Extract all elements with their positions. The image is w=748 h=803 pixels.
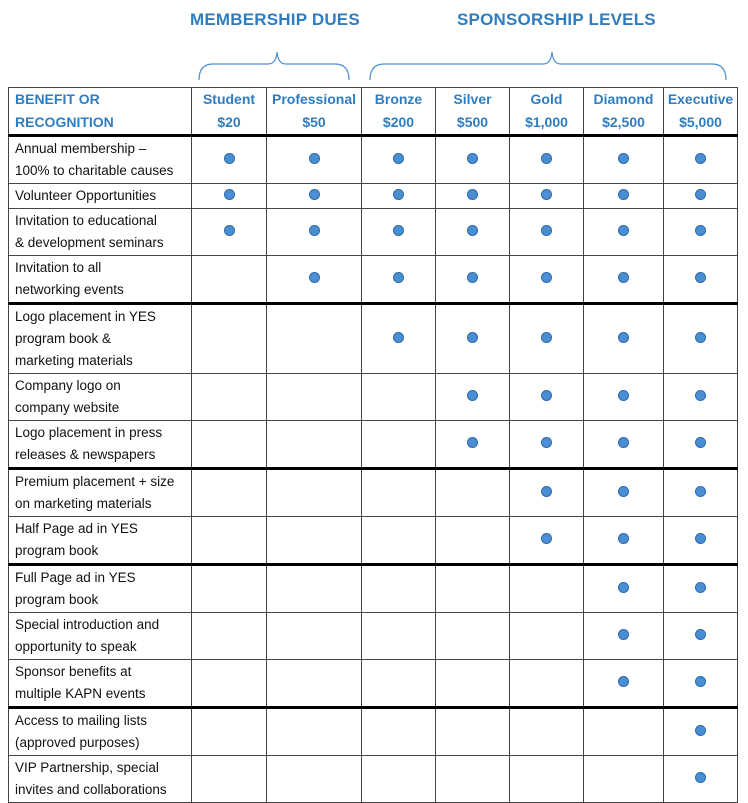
benefit-cell-professional — [267, 565, 362, 613]
benefit-cell-executive — [664, 517, 738, 565]
benefit-cell-executive — [664, 660, 738, 708]
benefit-cell-silver — [436, 209, 510, 256]
included-dot-icon — [541, 272, 552, 283]
table-body — [9, 136, 738, 803]
benefit-cell-silver — [436, 374, 510, 421]
benefit-label-line: invites and collaborations — [15, 782, 167, 797]
tier-name: Gold — [530, 91, 563, 107]
benefit-cell-bronze — [362, 136, 436, 184]
included-dot-icon — [695, 272, 706, 283]
benefit-cell-gold — [510, 708, 584, 756]
sponsorship-brace — [370, 52, 726, 80]
benefit-cell-student — [192, 184, 267, 209]
benefit-cell-bronze — [362, 469, 436, 517]
benefit-label-line: Annual membership – — [15, 141, 147, 156]
benefit-cell-student — [192, 374, 267, 421]
included-dot-icon — [695, 629, 706, 640]
benefit-cell-gold — [510, 756, 584, 803]
benefit-cell-gold — [510, 209, 584, 256]
benefit-cell-bronze — [362, 304, 436, 374]
tier-name: Silver — [453, 91, 492, 107]
benefit-label-line: Special introduction and — [15, 617, 160, 632]
benefit-cell-gold — [510, 304, 584, 374]
benefit-cell-bronze — [362, 756, 436, 803]
included-dot-icon — [695, 225, 706, 236]
benefit-cell-student — [192, 565, 267, 613]
benefit-label — [9, 565, 192, 613]
benefit-cell-professional — [267, 304, 362, 374]
included-dot-icon — [618, 582, 629, 593]
table-row — [9, 613, 738, 660]
included-dot-icon — [309, 153, 320, 164]
tier-price: $50 — [302, 114, 326, 130]
tier-header-gold — [510, 88, 584, 136]
tier-price: $200 — [382, 114, 415, 130]
benefit-cell-professional — [267, 660, 362, 708]
included-dot-icon — [224, 153, 235, 164]
benefit-cell-executive — [664, 421, 738, 469]
tier-name: Student — [202, 91, 256, 107]
benefit-label-line: networking events — [15, 282, 124, 297]
benefit-label — [9, 469, 192, 517]
benefit-cell-student — [192, 256, 267, 304]
benefit-label — [9, 756, 192, 803]
benefit-cell-diamond — [584, 304, 664, 374]
benefit-label-line: (approved purposes) — [15, 735, 140, 750]
included-dot-icon — [393, 272, 404, 283]
tier-price: $1,000 — [525, 114, 568, 130]
benefit-cell-diamond — [584, 256, 664, 304]
table-row — [9, 209, 738, 256]
benefit-label-line: program book — [15, 592, 99, 607]
benefit-cell-gold — [510, 184, 584, 209]
benefit-cell-diamond — [584, 517, 664, 565]
benefit-cell-student — [192, 613, 267, 660]
benefit-cell-student — [192, 660, 267, 708]
benefit-label-line: Sponsor benefits at — [15, 664, 132, 679]
tier-header-student — [192, 88, 267, 136]
benefit-cell-diamond — [584, 209, 664, 256]
benefit-cell-professional — [267, 184, 362, 209]
included-dot-icon — [467, 153, 478, 164]
benefit-cell-executive — [664, 565, 738, 613]
header-row — [9, 88, 738, 136]
benefit-label-line: Premium placement + size — [15, 474, 175, 489]
included-dot-icon — [309, 189, 320, 200]
benefit-cell-bronze — [362, 184, 436, 209]
benefit-label — [9, 256, 192, 304]
benefit-cell-gold — [510, 136, 584, 184]
included-dot-icon — [467, 390, 478, 401]
benefit-cell-diamond — [584, 708, 664, 756]
benefit-cell-professional — [267, 708, 362, 756]
group-braces — [0, 0, 748, 90]
benefit-cell-diamond — [584, 756, 664, 803]
table-row — [9, 256, 738, 304]
benefit-cell-executive — [664, 613, 738, 660]
benefit-label — [9, 184, 192, 209]
benefit-cell-bronze — [362, 708, 436, 756]
included-dot-icon — [467, 272, 478, 283]
included-dot-icon — [224, 225, 235, 236]
tier-name: Bronze — [374, 91, 423, 107]
benefits-table — [8, 87, 738, 803]
tier-name: Executive — [667, 91, 734, 107]
included-dot-icon — [618, 533, 629, 544]
benefit-cell-diamond — [584, 613, 664, 660]
benefit-cell-executive — [664, 756, 738, 803]
benefit-label — [9, 421, 192, 469]
included-dot-icon — [695, 725, 706, 736]
membership-brace — [199, 52, 349, 80]
benefit-cell-executive — [664, 184, 738, 209]
tier-price: $500 — [456, 114, 489, 130]
benefit-label-line: program book & — [15, 331, 112, 346]
benefit-label — [9, 304, 192, 374]
benefit-cell-executive — [664, 469, 738, 517]
benefit-cell-silver — [436, 256, 510, 304]
included-dot-icon — [541, 153, 552, 164]
included-dot-icon — [618, 272, 629, 283]
benefit-header — [9, 88, 192, 136]
included-dot-icon — [695, 486, 706, 497]
benefit-label — [9, 374, 192, 421]
benefit-cell-diamond — [584, 469, 664, 517]
benefit-cell-student — [192, 136, 267, 184]
benefit-label-line: Volunteer Opportunities — [15, 188, 157, 203]
table-row — [9, 756, 738, 803]
benefit-label-line: Company logo on — [15, 378, 121, 393]
included-dot-icon — [393, 225, 404, 236]
benefit-cell-professional — [267, 374, 362, 421]
benefit-cell-bronze — [362, 517, 436, 565]
benefit-cell-gold — [510, 469, 584, 517]
table-row — [9, 374, 738, 421]
benefit-cell-executive — [664, 136, 738, 184]
benefit-cell-diamond — [584, 421, 664, 469]
included-dot-icon — [695, 582, 706, 593]
benefit-label-line: Invitation to all — [15, 260, 102, 275]
included-dot-icon — [541, 225, 552, 236]
benefit-label-line: Logo placement in YES — [15, 309, 156, 324]
tier-header-diamond — [584, 88, 664, 136]
benefit-cell-gold — [510, 613, 584, 660]
included-dot-icon — [618, 629, 629, 640]
benefit-cell-professional — [267, 136, 362, 184]
benefit-label-line: Invitation to educational — [15, 213, 157, 228]
benefit-label-line: opportunity to speak — [15, 639, 137, 654]
benefit-cell-gold — [510, 374, 584, 421]
benefit-cell-professional — [267, 421, 362, 469]
benefit-cell-diamond — [584, 184, 664, 209]
included-dot-icon — [541, 189, 552, 200]
included-dot-icon — [309, 272, 320, 283]
benefit-cell-gold — [510, 660, 584, 708]
benefit-cell-executive — [664, 256, 738, 304]
included-dot-icon — [541, 332, 552, 343]
tier-header-bronze — [362, 88, 436, 136]
benefit-label-line: Access to mailing lists — [15, 713, 148, 728]
tier-header-silver — [436, 88, 510, 136]
table-row — [9, 469, 738, 517]
table-row — [9, 136, 738, 184]
benefit-label-line: marketing materials — [15, 353, 133, 368]
benefit-label-line: program book — [15, 543, 99, 558]
benefit-label — [9, 136, 192, 184]
benefit-cell-professional — [267, 756, 362, 803]
benefit-label-line: multiple KAPN events — [15, 686, 146, 701]
benefit-cell-bronze — [362, 374, 436, 421]
included-dot-icon — [224, 189, 235, 200]
tier-name: Diamond — [593, 91, 654, 107]
benefit-cell-bronze — [362, 421, 436, 469]
table-row — [9, 304, 738, 374]
included-dot-icon — [618, 189, 629, 200]
benefit-label-line: company website — [15, 400, 120, 415]
benefit-cell-student — [192, 708, 267, 756]
included-dot-icon — [393, 153, 404, 164]
benefit-cell-diamond — [584, 374, 664, 421]
benefit-label — [9, 660, 192, 708]
benefit-cell-silver — [436, 756, 510, 803]
benefit-cell-silver — [436, 660, 510, 708]
included-dot-icon — [695, 332, 706, 343]
benefit-cell-professional — [267, 517, 362, 565]
benefit-cell-bronze — [362, 660, 436, 708]
benefit-cell-diamond — [584, 660, 664, 708]
benefit-cell-diamond — [584, 136, 664, 184]
included-dot-icon — [618, 486, 629, 497]
included-dot-icon — [695, 676, 706, 687]
included-dot-icon — [467, 332, 478, 343]
benefit-header-line-1: BENEFIT OR — [15, 91, 100, 107]
table-row — [9, 421, 738, 469]
benefit-cell-gold — [510, 517, 584, 565]
benefit-cell-bronze — [362, 256, 436, 304]
tier-header-executive — [664, 88, 738, 136]
included-dot-icon — [393, 332, 404, 343]
tier-price: $5,000 — [679, 114, 722, 130]
tier-price: $20 — [217, 114, 241, 130]
included-dot-icon — [695, 772, 706, 783]
benefit-cell-student — [192, 517, 267, 565]
benefit-cell-silver — [436, 184, 510, 209]
benefit-label-line: VIP Partnership, special — [15, 760, 159, 775]
table-row — [9, 184, 738, 209]
tier-price: $2,500 — [602, 114, 645, 130]
benefit-cell-student — [192, 209, 267, 256]
included-dot-icon — [393, 189, 404, 200]
benefit-cell-bronze — [362, 613, 436, 660]
included-dot-icon — [695, 189, 706, 200]
included-dot-icon — [541, 437, 552, 448]
included-dot-icon — [695, 437, 706, 448]
included-dot-icon — [467, 225, 478, 236]
benefit-cell-professional — [267, 209, 362, 256]
benefit-cell-bronze — [362, 565, 436, 613]
benefit-cell-silver — [436, 565, 510, 613]
benefit-cell-professional — [267, 613, 362, 660]
included-dot-icon — [309, 225, 320, 236]
benefit-cell-diamond — [584, 565, 664, 613]
benefit-cell-student — [192, 469, 267, 517]
benefit-cell-silver — [436, 136, 510, 184]
benefit-label-line: releases & newspapers — [15, 447, 156, 462]
benefit-cell-gold — [510, 256, 584, 304]
benefit-cell-executive — [664, 708, 738, 756]
benefit-cell-executive — [664, 304, 738, 374]
benefit-label-line: Full Page ad in YES — [15, 570, 136, 585]
included-dot-icon — [618, 225, 629, 236]
tier-header-professional — [267, 88, 362, 136]
included-dot-icon — [618, 390, 629, 401]
benefit-cell-professional — [267, 469, 362, 517]
included-dot-icon — [618, 332, 629, 343]
benefit-cell-executive — [664, 209, 738, 256]
benefit-label-line: & development seminars — [15, 235, 164, 250]
included-dot-icon — [467, 189, 478, 200]
included-dot-icon — [618, 153, 629, 164]
benefit-cell-silver — [436, 304, 510, 374]
benefit-cell-silver — [436, 469, 510, 517]
included-dot-icon — [541, 390, 552, 401]
benefit-cell-gold — [510, 565, 584, 613]
benefit-label — [9, 708, 192, 756]
included-dot-icon — [541, 533, 552, 544]
benefit-label — [9, 613, 192, 660]
included-dot-icon — [618, 437, 629, 448]
benefit-cell-executive — [664, 374, 738, 421]
benefit-cell-gold — [510, 421, 584, 469]
benefit-cell-silver — [436, 708, 510, 756]
benefit-label-line: Logo placement in press — [15, 425, 163, 440]
sponsorship-levels-title: SPONSORSHIP LEVELS — [457, 10, 656, 29]
benefit-cell-bronze — [362, 209, 436, 256]
table-row — [9, 708, 738, 756]
tier-name: Professional — [271, 91, 357, 107]
included-dot-icon — [695, 390, 706, 401]
benefit-cell-student — [192, 421, 267, 469]
benefit-label-line: Half Page ad in YES — [15, 521, 138, 536]
included-dot-icon — [541, 486, 552, 497]
table-row — [9, 565, 738, 613]
benefit-cell-silver — [436, 613, 510, 660]
benefit-header-line-2: RECOGNITION — [15, 114, 114, 130]
table-row — [9, 660, 738, 708]
benefit-label-line: on marketing materials — [15, 496, 152, 511]
benefit-cell-student — [192, 304, 267, 374]
benefit-label — [9, 209, 192, 256]
benefit-label-line: 100% to charitable causes — [15, 163, 174, 178]
included-dot-icon — [618, 676, 629, 687]
membership-dues-title: MEMBERSHIP DUES — [190, 10, 360, 29]
benefit-cell-silver — [436, 421, 510, 469]
included-dot-icon — [695, 153, 706, 164]
table-row — [9, 517, 738, 565]
benefit-label — [9, 517, 192, 565]
benefit-cell-student — [192, 756, 267, 803]
included-dot-icon — [695, 533, 706, 544]
included-dot-icon — [467, 437, 478, 448]
benefit-cell-professional — [267, 256, 362, 304]
benefit-cell-silver — [436, 517, 510, 565]
